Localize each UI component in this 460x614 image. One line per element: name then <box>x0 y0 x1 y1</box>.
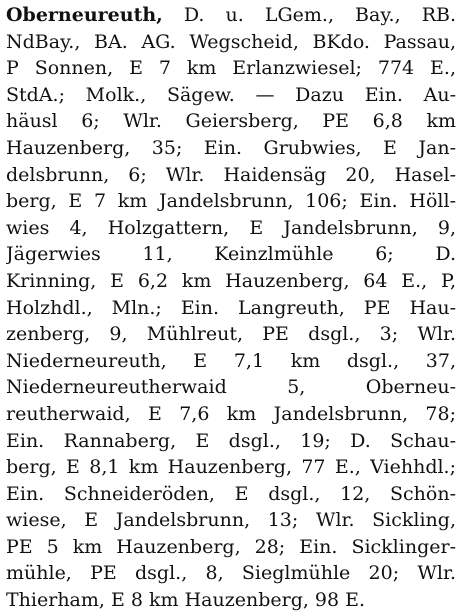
entry-line-2: NdBay., BA. AG. Wegscheid, BKdo. Passau, <box>6 30 456 53</box>
entry-line-15: Niederneureutherwaid 5, Oberneu- <box>6 376 456 399</box>
entry-line-6: Hauzenberg, 35; Ein. Grubwies, E Jan- <box>6 136 456 159</box>
entry-line-14: Niederneureuth, E 7,1 km dsgl., 37, <box>6 349 456 372</box>
gazetteer-entry <box>6 2 456 614</box>
entry-line-4: StdA.; Molk., Sägew. — Dazu Ein. Au- <box>6 83 456 106</box>
entry-line-18: berg, E 8,1 km Hauzenberg, 77 E., Viehhdl.; <box>6 456 456 479</box>
entry-line-23: Thierham, E 8 km Hauzenberg, 98 E. <box>6 589 366 612</box>
entry-line-22: mühle, PE dsgl., 8, Sieglmühle 20; Wlr. <box>6 562 456 585</box>
entry-line-11: Krinning, E 6,2 km Hauzenberg, 64 E., P, <box>6 269 456 292</box>
entry-headword: Oberneureuth, <box>6 4 163 26</box>
entry-line-5: häusl 6; Wlr. Geiersberg, PE 6,8 km <box>6 110 456 133</box>
entry-line-7: delsbrunn, 6; Wlr. Haidensäg 20, Hasel- <box>6 163 456 186</box>
entry-line-3: P Sonnen, E 7 km Erlanzwiesel; 774 E., <box>6 57 456 80</box>
entry-line-17: Ein. Rannaberg, E dsgl., 19; D. Schau- <box>6 429 456 452</box>
entry-line-21: PE 5 km Hauzenberg, 28; Ein. Sicklinger- <box>6 535 456 558</box>
entry-line-16: reutherwaid, E 7,6 km Jandelsbrunn, 78; <box>6 402 456 425</box>
entry-line-20: wiese, E Jandelsbrunn, 13; Wlr. Sickling, <box>6 509 456 532</box>
entry-line-1 <box>6 2 456 29</box>
entry-line-13: zenberg, 9, Mühlreut, PE dsgl., 3; Wlr. <box>6 323 456 346</box>
entry-line-12: Holzhdl., Mln.; Ein. Langreuth, PE Hau- <box>6 296 456 319</box>
entry-line-1-text: D. u. LGem., Bay., RB. <box>162 4 456 26</box>
entry-line-19: Ein. Schneideröden, E dsgl., 12, Schön- <box>6 482 456 505</box>
entry-line-10: Jägerwies 11, Keinzlmühle 6; D. <box>6 243 456 266</box>
entry-line-9: wies 4, Holzgattern, E Jandelsbrunn, 9, <box>6 216 456 239</box>
entry-line-8: berg, E 7 km Jandelsbrunn, 106; Ein. Höll- <box>6 190 456 213</box>
